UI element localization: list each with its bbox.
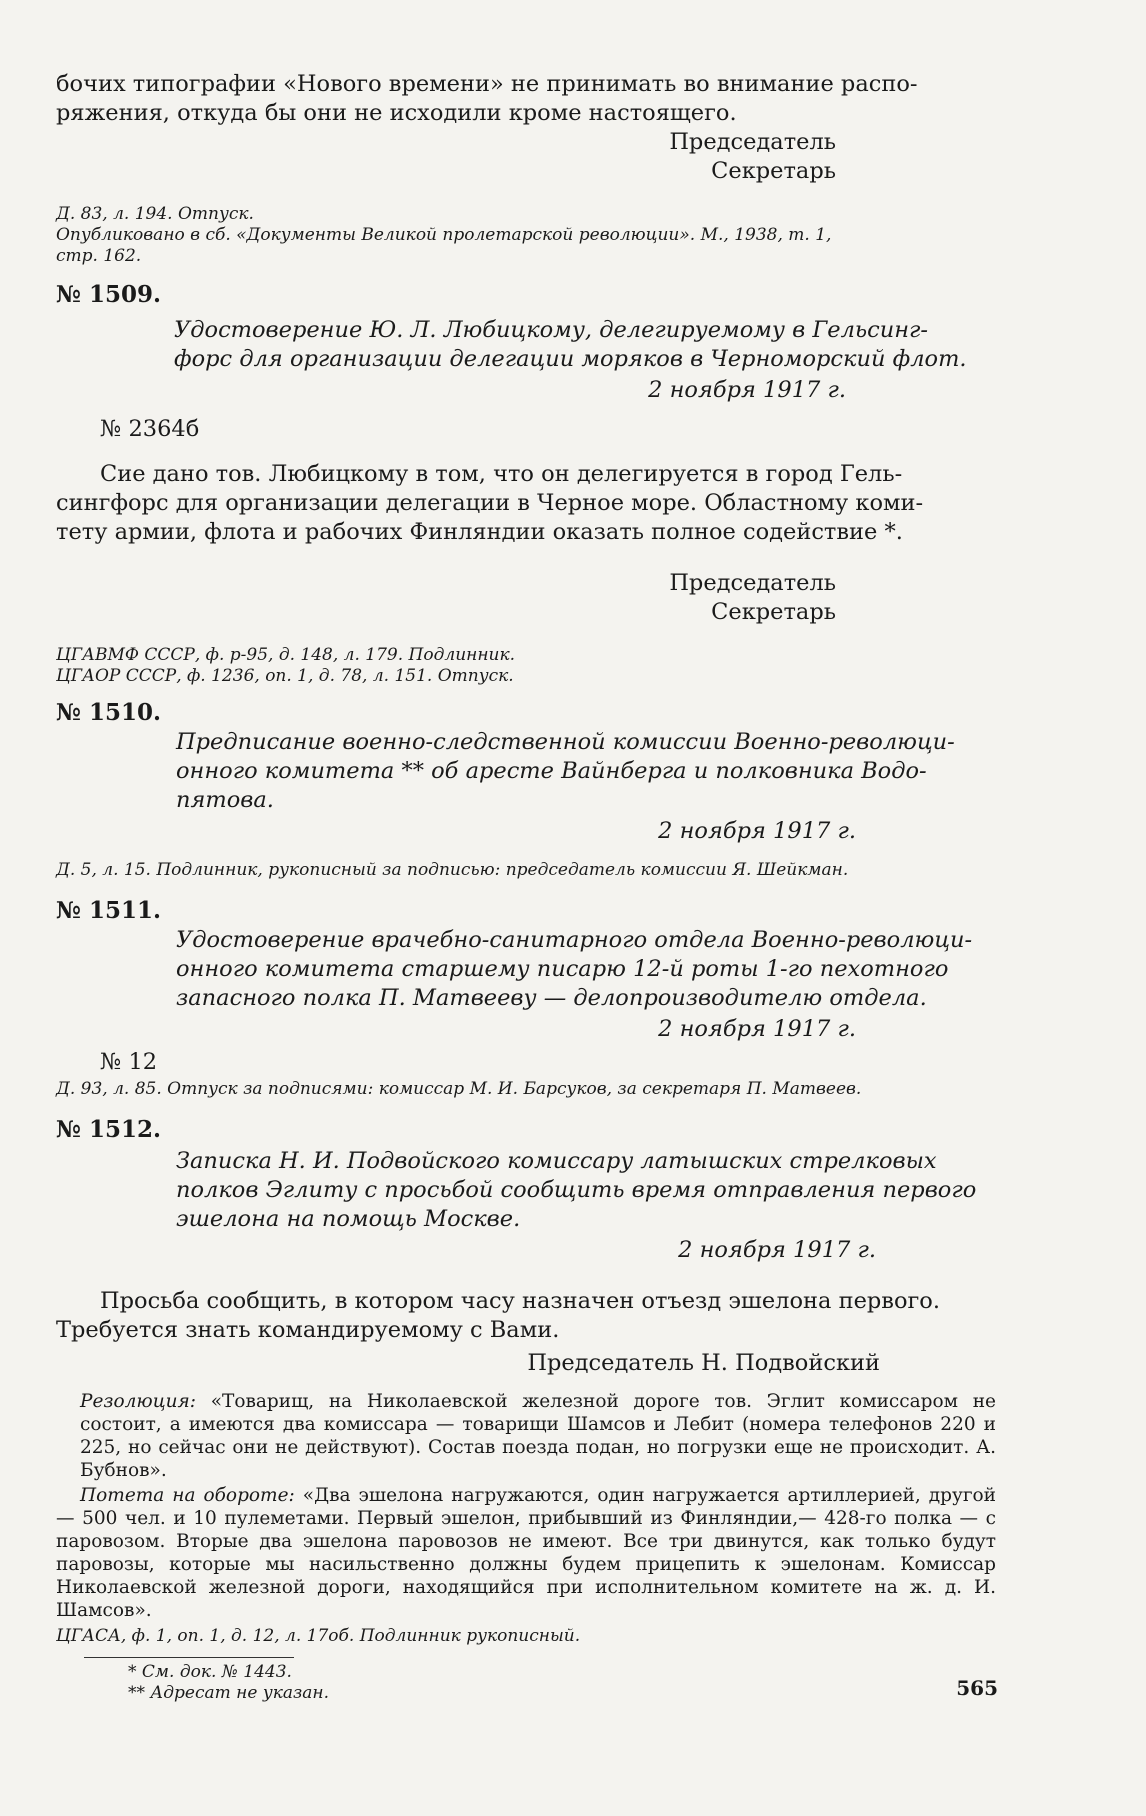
text-line: бочих типографии «Нового времени» не принимать во внимание распо- [56, 71, 918, 97]
page-number: 565 [956, 1676, 998, 1700]
document-date: 2 ноября 1917 г. [658, 818, 856, 844]
footnotes: * См. док. № 1443. ** Адресат не указан. [128, 1662, 329, 1703]
registration-number: № 12 [100, 1049, 158, 1075]
source-note: ЦГАСА, ф. 1, оп. 1, д. 12, л. 17об. Подлинник рукописный. [56, 1626, 581, 1646]
document-title: Удостоверение врачебно-санитарного отдела Военно-революци- онного комитета старшему писарю 12-й роты 1-го пехотного запасного полка П. Матвееву — делопроизводителю отдела. [176, 927, 973, 1011]
source-note: ЦГАВМФ СССР, ф. р-95, д. 148, л. 179. Подлинник. ЦГАОР СССР, ф. 1236, оп. 1, д. 78, л. 151. Отпуск. [56, 645, 516, 686]
document-title: Удостоверение Ю. Л. Любицкому, делегируемому в Гельсинг- форс для организации делегации моряков в Черноморский флот. [174, 317, 967, 372]
signature-secretary: Секретарь [711, 158, 836, 184]
source-note: Д. 93, л. 85. Отпуск за подписями: комиссар М. И. Барсуков, за секретаря П. Матвеев. [56, 1079, 862, 1099]
document-number: № 1509. [56, 281, 162, 308]
back-note: Пomeтa на обороте: «Два эшелона нагружаются, один нагружается артиллерией, другой — 500 чел. и 10 пулеметами. Первый эшелон, прибывший из Финляндии,— 428-го полка — с паровозом. Вторые два эшелона паровозов не имеют. Все три двинутся, как только будут паровозы, которые мы насильственно должны будем прицепить к эшелонам. Комиссар Николаевской железной дороги, находящийся при исполнительном комитете на ж. д. И. Шамсов». [56, 1485, 996, 1621]
signature-secretary: Секретарь [711, 599, 836, 625]
signature-chair: Председатель Н. Подвойский [527, 1350, 880, 1376]
source-note: Д. 5, л. 15. Подлинник, рукописный за подписью: председатель комиссии Я. Шейкман. [56, 860, 849, 880]
top-paragraph [56, 70, 996, 128]
document-body: Сие дано тов. Любицкому в том, что он делегируется в город Гель- сингфорс для организации делегации в Черное море. Областному коми- тету армии, флота и рабочих Финляндии оказать полное содействие *. [56, 461, 924, 545]
document-body: Просьба сообщить, в котором часу назначен отъезд эшелона первого. Требуется знать командируемому с Вами. [56, 1288, 940, 1343]
document-number: № 1511. [56, 897, 162, 924]
document-date: 2 ноября 1917 г. [648, 377, 846, 403]
document-title: Записка Н. И. Подвойского комиссару латышских стрелковых полков Эглиту с просьбой сообщить время отправления первого эшелона на помощь Москве. [176, 1148, 977, 1232]
source-note: Д. 83, л. 194. Отпуск. Опубликовано в сб. «Документы Великой пролетарской революции». М., 1938, т. 1, стр. 162. [56, 204, 832, 266]
registration-number: № 2364б [100, 416, 200, 442]
resolution: Резолюция: «Товарищ, на Николаевской железной дороге тов. Эглит комиссаром не состоит, а имеются два комиссара — товарищи Шамсов и Лебит (номера телефонов 220 и 225, но сейчас они не действуют). Состав поезда подан, но погрузки еще не происходит. А. Бубнов». [80, 1391, 996, 1481]
document-number: № 1510. [56, 699, 162, 726]
document-page [56, 70, 996, 1704]
document-title: Предписание военно-следственной комиссии Военно-революци- онного комитета ** об аресте Вайнберга и полковника Водо- пятова. [176, 729, 955, 813]
document-number: № 1512. [56, 1116, 162, 1143]
document-date: 2 ноября 1917 г. [678, 1237, 876, 1263]
document-date: 2 ноября 1917 г. [658, 1016, 856, 1042]
signature-chair: Председатель [669, 570, 836, 596]
footnote-divider [84, 1657, 294, 1658]
signature-chair: Председатель [669, 129, 836, 155]
text-line: ряжения, откуда бы они не исходили кроме настоящего. [56, 100, 737, 126]
